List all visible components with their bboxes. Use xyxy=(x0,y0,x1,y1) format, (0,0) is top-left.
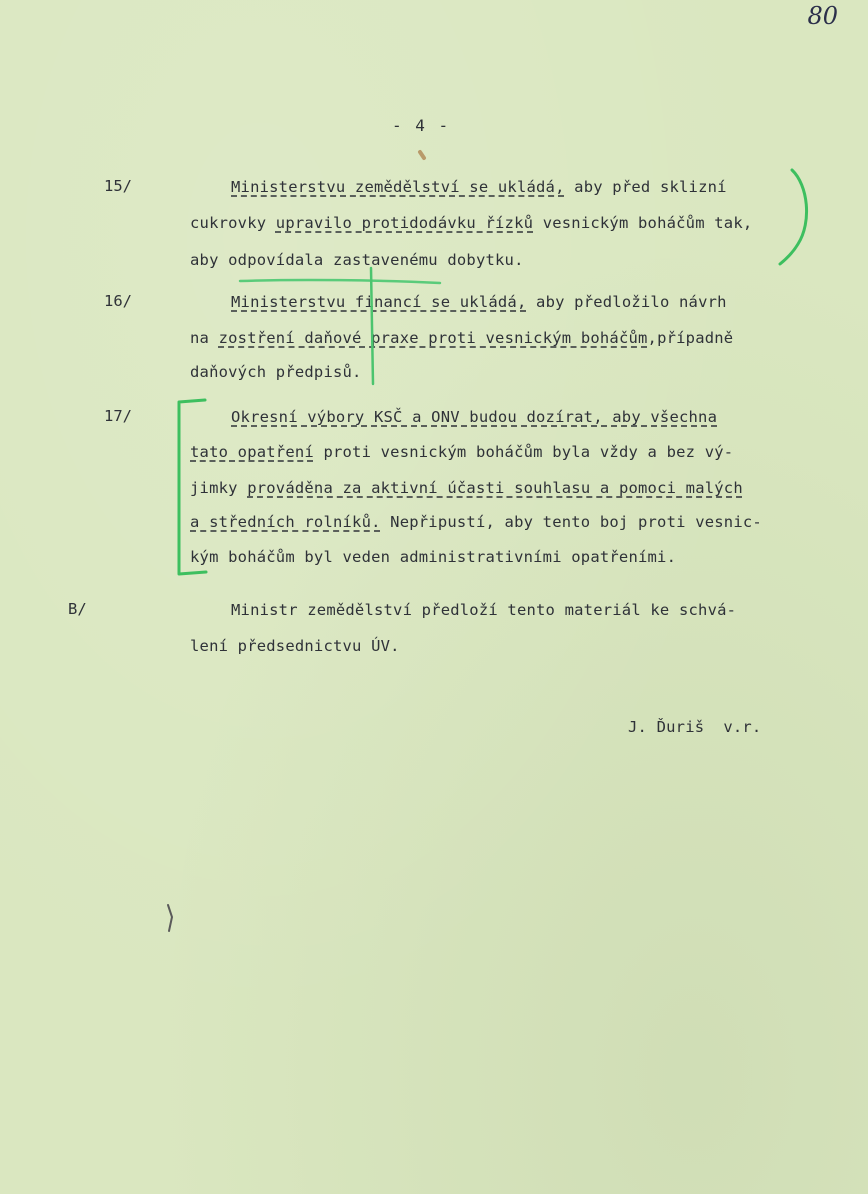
text-run: daňových předpisů. xyxy=(190,363,362,381)
text-run: kým boháčům byl veden administrativními opatřeními. xyxy=(190,548,677,566)
text-run: aby před sklizní xyxy=(564,178,727,196)
signature: J. Ďuriš v.r. xyxy=(628,718,762,736)
item-number-17: 17/ xyxy=(104,407,132,425)
underlined-phrase: zostření daňové praxe proti vesnickým boháčům xyxy=(218,329,648,347)
text-run: vesnickým boháčům tak, xyxy=(533,214,753,232)
underlined-phrase: Ministerstvu zemědělství se ukládá, xyxy=(231,178,565,196)
text-run: aby předložilo návrh xyxy=(526,293,727,311)
green-line-mark xyxy=(240,280,440,283)
item-number-b: B/ xyxy=(68,600,87,618)
item-number-16: 16/ xyxy=(104,292,132,310)
text-run: proti vesnickým boháčům byla vždy a bez vý- xyxy=(313,443,734,461)
item-number-15: 15/ xyxy=(104,177,132,195)
text-run: Ministr zemědělství předloží tento materiál ke schvá- xyxy=(231,601,737,619)
underlined-phrase: Ministerstvu financí se ukládá, xyxy=(231,293,527,311)
green-left-bracket-mark xyxy=(179,400,206,574)
text-run: jimky xyxy=(190,479,248,497)
text-run: cukrovky xyxy=(190,214,276,232)
ink-speck xyxy=(420,152,424,158)
text-run: lení předsednictvu ÚV. xyxy=(190,637,400,655)
text-run: aby odpovídala zastavenému dobytku. xyxy=(190,251,524,269)
text-run: na xyxy=(190,329,219,347)
underlined-phrase: a středních rolníků. xyxy=(190,513,381,531)
green-bracket-mark xyxy=(780,170,807,264)
underlined-phrase: tato opatření xyxy=(190,443,314,461)
underlined-phrase: prováděna za aktivní účasti souhlasu a pomoci malých xyxy=(247,479,743,497)
page-number: - 4 - xyxy=(392,116,451,135)
text-run: Nepřipustí, aby tento boj proti vesnic- xyxy=(380,513,762,531)
folio-number: 80 xyxy=(807,2,838,30)
underlined-phrase: Okresní výbory KSČ a ONV budou dozírat, aby všechna xyxy=(231,408,718,426)
text-run: ,případně xyxy=(647,329,734,347)
green-vertical-mark xyxy=(371,268,373,384)
ink-speck xyxy=(168,905,172,931)
underlined-phrase: upravilo protidodávku řízků xyxy=(275,214,534,232)
